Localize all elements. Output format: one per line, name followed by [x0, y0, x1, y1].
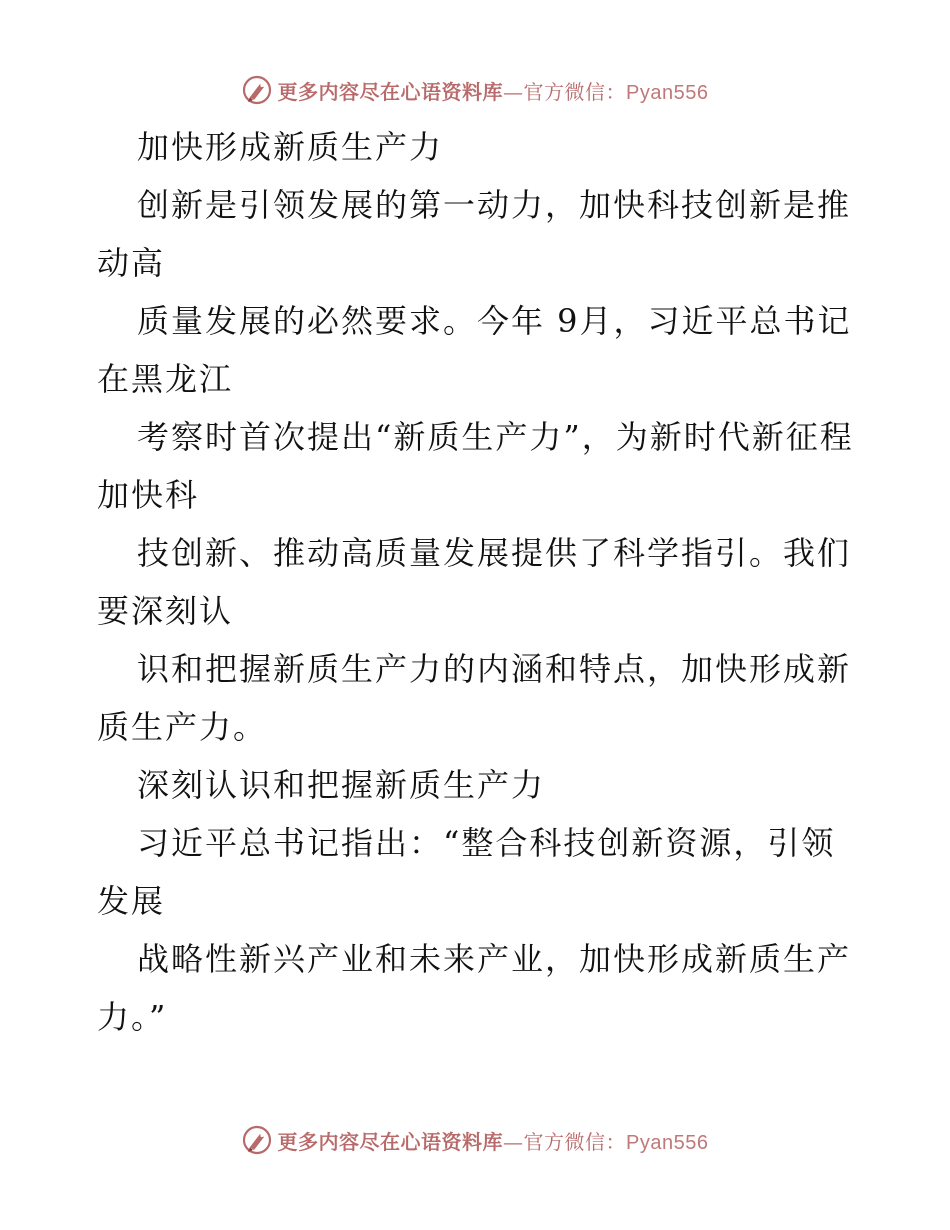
pen-logo-icon	[242, 75, 272, 105]
banner-wechat-id: Pyan556	[626, 81, 709, 104]
pen-logo-icon	[242, 1125, 272, 1155]
paragraph: 技创新、推动高质量发展提供了科学指引。我们要深刻认	[97, 534, 852, 630]
banner-dash: —	[503, 1129, 524, 1154]
banner-wechat-label: 官方微信：	[523, 1129, 627, 1154]
banner-wechat-label: 官方微信：	[523, 79, 627, 104]
paragraph: 创新是引领发展的第一动力，加快科技创新是推动高	[97, 186, 852, 282]
banner-site-name: 更多内容尽在心语资料库	[277, 79, 504, 104]
paragraph: 考察时首次提出“新质生产力”，为新时代新征程加快科	[97, 418, 854, 514]
paragraph: 识和把握新质生产力的内涵和特点，加快形成新质生产力。	[97, 650, 852, 746]
paragraph: 战略性新兴产业和未来产业，加快形成新质生产力。”	[97, 940, 852, 1036]
banner-label	[278, 76, 709, 105]
section-heading: 深刻认识和把握新质生产力	[137, 766, 546, 804]
banner-wechat-id: Pyan556	[626, 1131, 709, 1154]
paragraph: 习近平总书记指出：“整合科技创新资源，引领发展	[97, 824, 836, 920]
document-body	[97, 118, 857, 1046]
banner-label	[278, 1126, 709, 1155]
document-heading: 加快形成新质生产力	[137, 128, 444, 166]
footer-watermark-banner	[0, 1120, 950, 1160]
banner-site-name: 更多内容尽在心语资料库	[277, 1129, 504, 1154]
banner-dash: —	[503, 79, 524, 104]
header-watermark-banner	[0, 70, 950, 110]
paragraph: 质量发展的必然要求。今年 9月，习近平总书记在黑龙江	[97, 302, 852, 398]
